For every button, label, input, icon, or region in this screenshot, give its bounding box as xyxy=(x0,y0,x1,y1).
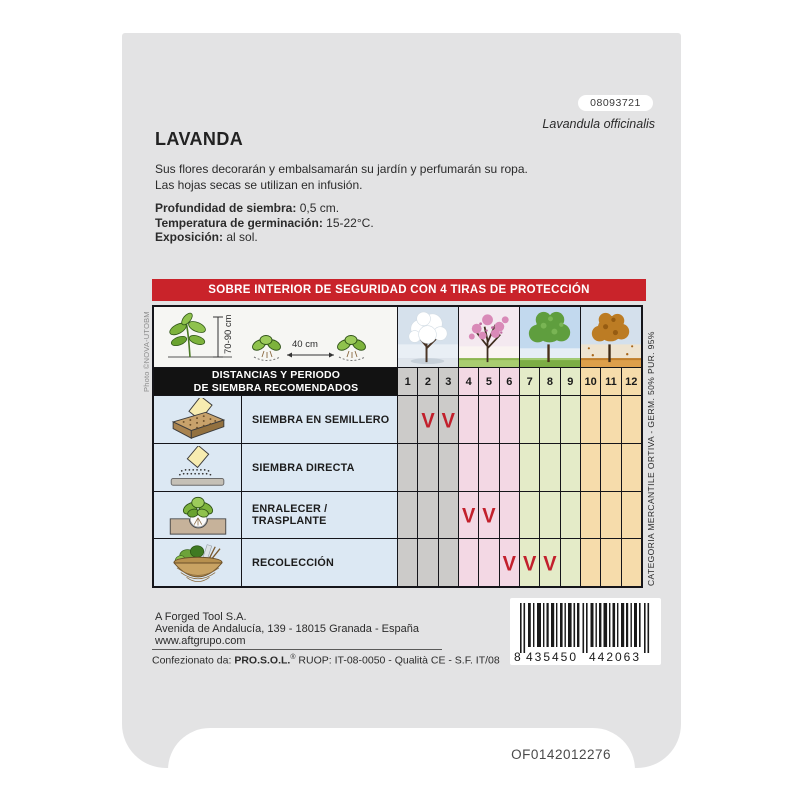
calendar-cell-month-5 xyxy=(479,396,499,443)
barcode xyxy=(510,598,661,665)
calendar-cell-month-1 xyxy=(398,539,418,586)
seasons-row xyxy=(154,307,641,368)
lot-number-badge: 08093721 xyxy=(578,95,653,111)
calendar-cell-month-5 xyxy=(479,444,499,491)
calendar-row-recoleccion xyxy=(154,539,641,586)
calendar-cell-month-8 xyxy=(540,492,560,538)
calendar-cell-month-2 xyxy=(418,492,438,538)
spec-exposure xyxy=(155,230,374,245)
barcode-digits-right: 442063 xyxy=(588,650,642,664)
seed-tray-icon xyxy=(154,396,242,443)
plant-diagram-drawing xyxy=(154,307,398,367)
footer-reference-code: OF0142012276 xyxy=(511,747,611,762)
company-block xyxy=(155,611,419,648)
calendar-cell-month-5 xyxy=(479,492,499,538)
season-strip xyxy=(398,307,641,367)
calendar-cell-month-2 xyxy=(418,396,438,443)
calendar-cell-month-12 xyxy=(622,539,641,586)
plant-spacing-diagram xyxy=(154,307,398,367)
calendar-row-semillero xyxy=(154,396,641,444)
description xyxy=(155,161,528,193)
packer-prefix: Confezionato da: xyxy=(152,654,235,667)
row-label-recoleccion: RECOLECCIÓN xyxy=(242,539,398,586)
calendar-cell-month-10 xyxy=(581,539,601,586)
calendar-row-directa xyxy=(154,444,641,492)
calendar-cell-month-2 xyxy=(418,444,438,491)
spec-exposure-value: al sol. xyxy=(223,230,258,244)
company-name: A Forged Tool S.A. xyxy=(155,611,247,623)
check-mark: V xyxy=(482,504,496,528)
calendar-title-line-1: DISTANCIAS Y PERIODO xyxy=(211,369,341,381)
month-header-4: 4 xyxy=(459,368,479,395)
barcode-digit-lead: 8 xyxy=(514,650,521,664)
calendar-cell-month-5 xyxy=(479,539,499,586)
row-cells-trasplante xyxy=(398,492,641,538)
calendar-cell-month-12 xyxy=(622,396,641,443)
check-mark: V xyxy=(502,551,516,576)
calendar-title-line-2: DE SIEMBRA RECOMENDADOS xyxy=(193,381,359,394)
winter-tree-icon xyxy=(398,307,459,367)
calendar-cell-month-1 xyxy=(398,444,418,491)
month-header-6: 6 xyxy=(500,368,520,395)
month-header-11: 11 xyxy=(601,368,621,395)
summer-tree-icon xyxy=(520,307,581,367)
autumn-tree-icon xyxy=(581,307,641,367)
plant-height-label: 70-90 cm xyxy=(223,314,234,354)
barcode-digits-left: 435450 xyxy=(525,650,579,664)
calendar-cell-month-3 xyxy=(439,492,459,538)
check-mark: V xyxy=(441,408,455,433)
calendar-cell-month-10 xyxy=(581,444,601,491)
spring-tree-icon xyxy=(459,307,520,367)
harvest-basket-icon xyxy=(154,539,242,586)
month-header-2: 2 xyxy=(418,368,438,395)
spec-depth xyxy=(155,201,374,216)
transplant-icon xyxy=(154,492,242,538)
calendar-cell-month-10 xyxy=(581,396,601,443)
category-side-note: CATEGORIA MERCANTILE ORTIVA - GERM. 50% PUR. 95% xyxy=(646,331,656,586)
month-header-cells xyxy=(398,368,641,395)
calendar-cell-month-3 xyxy=(439,444,459,491)
month-header-1: 1 xyxy=(398,368,418,395)
photo-credit: Photo ©NOVA-UTOBM xyxy=(142,311,151,392)
packet-back-label xyxy=(122,33,681,768)
check-mark: V xyxy=(421,408,435,433)
month-header-10: 10 xyxy=(581,368,601,395)
calendar-cell-month-6 xyxy=(500,396,520,443)
month-header-12: 12 xyxy=(622,368,641,395)
direct-sowing-icon xyxy=(154,444,242,491)
calendar-cell-month-4 xyxy=(459,396,479,443)
row-label-semillero: SIEMBRA EN SEMILLERO xyxy=(242,396,398,443)
calendar-cell-month-6 xyxy=(500,492,520,538)
month-header-7: 7 xyxy=(520,368,540,395)
calendar-title xyxy=(154,368,398,395)
check-mark: V xyxy=(543,551,557,576)
company-address: Avenida de Andalucía, 139 - 18015 Granada - España xyxy=(155,623,419,636)
calendar-cell-month-11 xyxy=(601,539,621,586)
calendar-cell-month-9 xyxy=(561,539,581,586)
bottom-flap-card xyxy=(168,728,635,800)
company-website: www.aftgrupo.com xyxy=(155,635,246,648)
calendar-cell-month-4 xyxy=(459,492,479,538)
divider-line xyxy=(152,649,442,650)
calendar-row-trasplante xyxy=(154,492,641,539)
registered-mark: ® xyxy=(290,654,296,661)
month-header-row xyxy=(154,368,641,396)
calendar-cell-month-12 xyxy=(622,492,641,538)
packer-line xyxy=(152,654,500,667)
species-latin-name: Lavandula officinalis xyxy=(542,117,655,131)
calendar-cell-month-7 xyxy=(520,539,540,586)
month-header-8: 8 xyxy=(540,368,560,395)
product-title: LAVANDA xyxy=(155,129,244,149)
calendar-cell-month-4 xyxy=(459,539,479,586)
sowing-specs xyxy=(155,201,374,245)
calendar-cell-month-8 xyxy=(540,539,560,586)
spec-temperature-value: 15-22°C. xyxy=(322,215,374,230)
row-label-trasplante: ENRALECER / TRASPLANTE xyxy=(242,492,398,538)
row-cells-recoleccion xyxy=(398,539,641,586)
calendar-cell-month-12 xyxy=(622,444,641,491)
month-header-5: 5 xyxy=(479,368,499,395)
calendar-cell-month-9 xyxy=(561,396,581,443)
calendar-cell-month-8 xyxy=(540,444,560,491)
description-line-1: Sus flores decorarán y embalsamarán su jardín y perfumarán su ropa. xyxy=(155,162,528,176)
calendar-cell-month-4 xyxy=(459,444,479,491)
calendar-cell-month-6 xyxy=(500,539,520,586)
row-label-directa: SIEMBRA DIRECTA xyxy=(242,444,398,491)
row-cells-semillero xyxy=(398,396,641,443)
calendar-cell-month-11 xyxy=(601,444,621,491)
security-banner: SOBRE INTERIOR DE SEGURIDAD CON 4 TIRAS DE PROTECCIÓN xyxy=(152,279,646,301)
spec-temperature xyxy=(155,216,374,231)
packer-suffix: RUOP: IT-08-0050 - Qualità CE - S.F. IT/08 xyxy=(295,654,500,667)
calendar-cell-month-7 xyxy=(520,444,540,491)
description-line-2: Las hojas secas se utilizan en infusión. xyxy=(155,178,363,192)
calendar-cell-month-6 xyxy=(500,444,520,491)
packer-name: PRO.S.O.L. xyxy=(234,654,291,667)
check-mark: V xyxy=(522,551,537,576)
spec-depth-label: Profundidad de siembra: xyxy=(155,201,297,215)
calendar-cell-month-2 xyxy=(418,539,438,586)
calendar-cell-month-9 xyxy=(561,492,581,538)
month-header-3: 3 xyxy=(439,368,459,395)
spec-exposure-label: Exposición: xyxy=(155,230,224,244)
calendar-cell-month-11 xyxy=(601,396,621,443)
spec-depth-value: 0,5 cm. xyxy=(296,201,340,215)
calendar-cell-month-1 xyxy=(398,492,418,538)
calendar-cell-month-9 xyxy=(561,444,581,491)
calendar-cell-month-1 xyxy=(398,396,418,443)
calendar-cell-month-7 xyxy=(520,396,540,443)
plant-spacing-label: 40 cm xyxy=(292,339,318,350)
calendar-cell-month-7 xyxy=(520,492,540,538)
calendar-cell-month-11 xyxy=(601,492,621,538)
spec-temperature-label: Temperatura de germinación: xyxy=(155,215,323,230)
calendar-cell-month-3 xyxy=(439,396,459,443)
month-header-9: 9 xyxy=(561,368,581,395)
calendar-cell-month-8 xyxy=(540,396,560,443)
calendar-cell-month-3 xyxy=(439,539,459,586)
sowing-calendar-table xyxy=(152,305,643,588)
row-cells-directa xyxy=(398,444,641,491)
calendar-cell-month-10 xyxy=(581,492,601,538)
check-mark: V xyxy=(461,504,476,528)
